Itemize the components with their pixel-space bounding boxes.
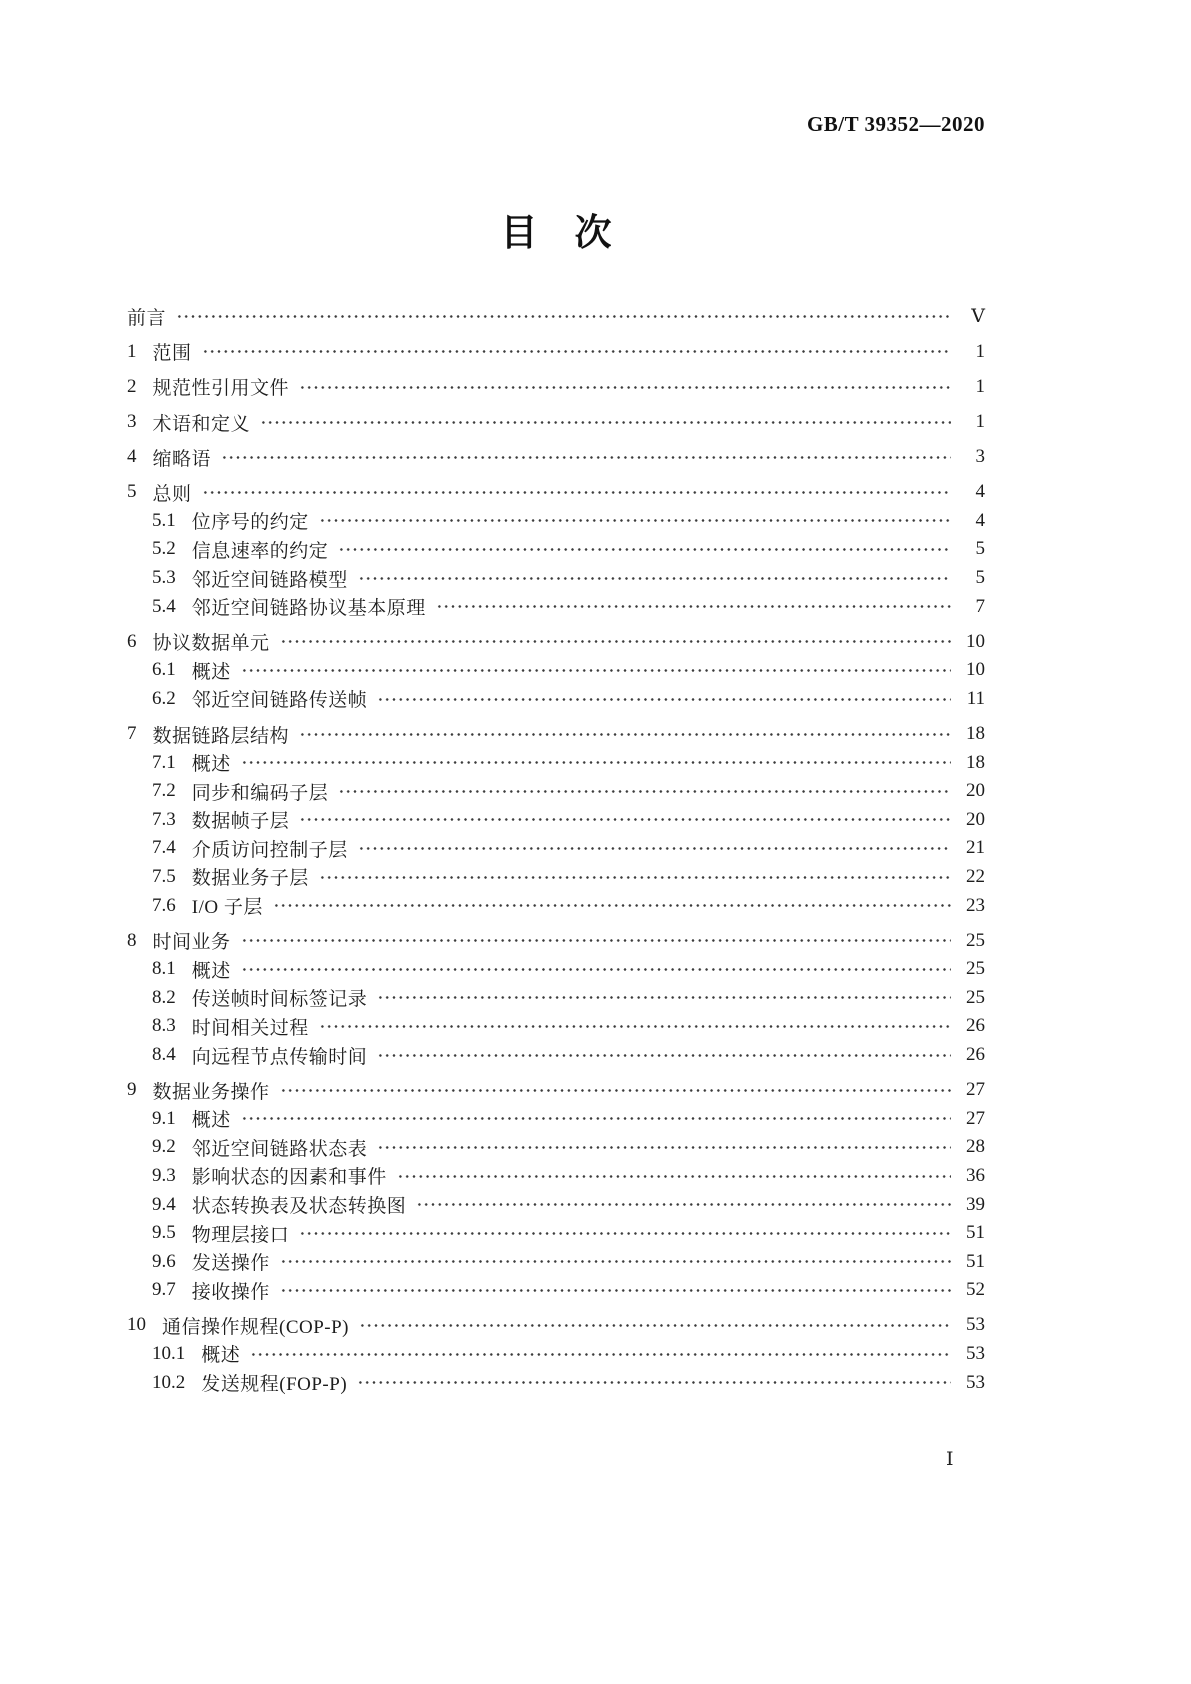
toc-entry-page: 25 xyxy=(966,986,985,1008)
toc-entry-number: 5.3 xyxy=(152,567,176,589)
toc-entry xyxy=(127,1340,985,1369)
toc-entry-number: 7.4 xyxy=(152,837,176,859)
toc-entry xyxy=(127,478,985,507)
toc-entry-number: 6 xyxy=(127,630,137,652)
toc-entry-page: 3 xyxy=(975,446,985,468)
toc-entry-number: 5 xyxy=(127,481,137,503)
toc-dot-leader xyxy=(280,627,951,656)
toc-entry-title: 接收操作 xyxy=(191,1281,270,1303)
toc-dot-leader xyxy=(358,564,951,593)
toc-entry-number: 9.7 xyxy=(152,1279,176,1301)
toc-entry xyxy=(127,507,985,536)
toc-dot-leader xyxy=(299,1219,951,1248)
toc-entry-title: 邻近空间链路状态表 xyxy=(191,1138,368,1160)
toc-dot-leader xyxy=(377,984,951,1013)
toc-entry-number: 9.6 xyxy=(152,1250,176,1272)
page-title: 目 次 xyxy=(500,213,612,254)
toc-entry xyxy=(127,338,985,367)
toc-entry-number: 5.2 xyxy=(152,538,176,560)
toc-entry-title: 物理层接口 xyxy=(191,1224,290,1246)
toc-entry-title: 状态转换表及状态转换图 xyxy=(191,1196,407,1218)
toc-entry-number: 7 xyxy=(127,723,137,745)
toc-entry-page: 22 xyxy=(966,865,985,887)
toc-dot-leader xyxy=(338,535,951,564)
toc-entry-page: 7 xyxy=(975,595,985,617)
toc-entry-title: 向远程节点传输时间 xyxy=(191,1046,368,1068)
toc-entry-page: 53 xyxy=(966,1314,985,1336)
toc-dot-leader xyxy=(221,443,951,472)
toc-entry-page: 5 xyxy=(975,538,985,560)
toc-entry-title: 术语和定义 xyxy=(152,413,251,435)
toc-entry-title: 概述 xyxy=(191,960,231,982)
toc-entry-title: 数据业务操作 xyxy=(152,1081,270,1103)
toc-entry xyxy=(127,1219,985,1248)
toc-entry-title: 邻近空间链路模型 xyxy=(191,569,348,591)
toc-entry xyxy=(127,955,985,984)
toc-entry-title: 邻近空间链路协议基本原理 xyxy=(191,598,426,620)
toc-entry-title: 信息速率的约定 xyxy=(191,540,329,562)
toc-entry-page: 39 xyxy=(966,1193,985,1215)
toc-entry-number: 10.2 xyxy=(152,1371,186,1393)
toc-entry xyxy=(127,863,985,892)
toc-entry-page: Ⅴ xyxy=(971,306,985,328)
toc-entry-number: 5.1 xyxy=(152,509,176,531)
toc-entry-number: 9.4 xyxy=(152,1193,176,1215)
toc-entry xyxy=(127,926,985,955)
toc-dot-leader xyxy=(250,1340,951,1369)
toc-entry-page: 10 xyxy=(966,630,985,652)
toc-dot-leader xyxy=(176,303,951,332)
toc-entry-page: 52 xyxy=(966,1279,985,1301)
toc-dot-leader xyxy=(299,373,951,402)
toc-entry xyxy=(127,535,985,564)
toc-dot-leader xyxy=(416,1190,951,1219)
toc-entry xyxy=(127,408,985,437)
toc-entry-title: 概述 xyxy=(191,754,231,776)
toc-entry-number: 8.1 xyxy=(152,958,176,980)
toc-entry-title: 数据链路层结构 xyxy=(152,725,290,747)
toc-dot-leader xyxy=(241,748,951,777)
toc-entry xyxy=(127,834,985,863)
toc-entry-title: 通信操作规程(COP-P) xyxy=(162,1316,350,1338)
toc-entry xyxy=(127,1076,985,1105)
toc-dot-leader xyxy=(299,806,951,835)
toc-entry xyxy=(127,748,985,777)
toc-entry-number: 10.1 xyxy=(152,1342,186,1364)
toc-entry-title: 缩略语 xyxy=(152,448,212,470)
toc-entry-page: 26 xyxy=(966,1015,985,1037)
toc-entry-number: 9 xyxy=(127,1079,137,1101)
toc-entry-number: 9.3 xyxy=(152,1164,176,1186)
toc-entry-number: 2 xyxy=(127,375,137,397)
toc-entry-title: 位序号的约定 xyxy=(191,512,309,534)
toc-dot-leader xyxy=(377,1041,951,1070)
toc-entry-title: 概述 xyxy=(191,661,231,683)
toc-entry-page: 51 xyxy=(966,1222,985,1244)
toc-entry-page: 4 xyxy=(975,509,985,531)
toc-dot-leader xyxy=(241,926,951,955)
toc-entry-page: 23 xyxy=(966,894,985,916)
toc-dot-leader xyxy=(397,1162,951,1191)
toc-entry-title: 数据帧子层 xyxy=(191,811,290,833)
toc-entry xyxy=(127,656,985,685)
toc-entry-title: 时间相关过程 xyxy=(191,1017,309,1039)
toc-entry-number: 10 xyxy=(127,1314,146,1336)
toc-entry-number: 8.4 xyxy=(152,1044,176,1066)
toc-entry-number: 7.3 xyxy=(152,808,176,830)
toc-entry-number: 1 xyxy=(127,340,137,362)
toc-entry-title: 发送规程(FOP-P) xyxy=(201,1374,348,1396)
toc-dot-leader xyxy=(273,891,951,920)
toc-entry-title: 邻近空间链路传送帧 xyxy=(191,690,368,712)
toc-entry-title: 发送操作 xyxy=(191,1253,270,1275)
toc-entry-number: 6.2 xyxy=(152,687,176,709)
toc-entry xyxy=(127,806,985,835)
toc-dot-leader xyxy=(202,478,951,507)
toc-entry-page: 27 xyxy=(966,1107,985,1129)
toc-entry xyxy=(127,1190,985,1219)
toc-entry-title: 时间业务 xyxy=(152,932,231,954)
toc-dot-leader xyxy=(280,1276,951,1305)
toc-dot-leader xyxy=(319,1012,951,1041)
toc-entry xyxy=(127,1247,985,1276)
toc-entry xyxy=(127,1162,985,1191)
toc-entry-title: 同步和编码子层 xyxy=(191,782,329,804)
toc-entry-page: 53 xyxy=(966,1371,985,1393)
toc-entry-page: 53 xyxy=(966,1342,985,1364)
toc-entry-title: 概述 xyxy=(201,1345,241,1367)
toc-entry xyxy=(127,627,985,656)
toc-entry-page: 11 xyxy=(966,687,985,709)
toc-entry-page: 1 xyxy=(975,411,985,433)
toc-entry-number: 3 xyxy=(127,411,137,433)
toc-entry-page: 28 xyxy=(966,1136,985,1158)
toc-dot-leader xyxy=(260,408,951,437)
toc-entry xyxy=(127,1133,985,1162)
toc-dot-leader xyxy=(280,1076,951,1105)
toc-entry-number: 6.1 xyxy=(152,659,176,681)
toc-entry-title: 介质访问控制子层 xyxy=(191,839,348,861)
toc-entry xyxy=(127,891,985,920)
toc-entry-number: 8.3 xyxy=(152,1015,176,1037)
toc-entry xyxy=(127,1104,985,1133)
toc-entry xyxy=(127,1368,985,1397)
toc-entry xyxy=(127,1041,985,1070)
toc-dot-leader xyxy=(338,777,951,806)
toc-dot-leader xyxy=(359,1311,951,1340)
toc-entry-page: 20 xyxy=(966,808,985,830)
toc-entry-page: 21 xyxy=(966,837,985,859)
toc-entry-number: 8 xyxy=(127,929,137,951)
toc-entry-title: 范围 xyxy=(152,343,192,365)
toc-entry-number: 8.2 xyxy=(152,986,176,1008)
toc-dot-leader xyxy=(436,592,951,621)
toc-entry xyxy=(127,564,985,593)
toc-entry-number: 5.4 xyxy=(152,595,176,617)
toc-dot-leader xyxy=(280,1247,951,1276)
toc-entry-page: 25 xyxy=(966,958,985,980)
toc-entry xyxy=(127,720,985,749)
toc-list xyxy=(127,296,985,1397)
toc-entry-page: 1 xyxy=(975,375,985,397)
toc-entry-number: 7.2 xyxy=(152,780,176,802)
toc-entry-page: 36 xyxy=(966,1164,985,1186)
toc-entry-page: 25 xyxy=(966,929,985,951)
toc-entry-page: 27 xyxy=(966,1079,985,1101)
toc-entry-page: 18 xyxy=(966,751,985,773)
footer-page-number: Ⅰ xyxy=(946,1449,954,1470)
toc-entry-number: 7.1 xyxy=(152,751,176,773)
toc-entry-number: 9.1 xyxy=(152,1107,176,1129)
toc-entry xyxy=(127,443,985,472)
toc-entry-title: 前言 xyxy=(127,308,167,330)
toc-entry-page: 5 xyxy=(975,567,985,589)
toc-entry-page: 4 xyxy=(975,481,985,503)
toc-entry-page: 26 xyxy=(966,1044,985,1066)
toc-entry-number: 4 xyxy=(127,446,137,468)
toc-dot-leader xyxy=(358,834,951,863)
toc-entry-number: 9.2 xyxy=(152,1136,176,1158)
toc-dot-leader xyxy=(357,1368,951,1397)
toc-entry-number: 9.5 xyxy=(152,1222,176,1244)
toc-entry xyxy=(127,1276,985,1305)
toc-entry-number: 7.6 xyxy=(152,894,176,916)
toc-entry xyxy=(127,1012,985,1041)
toc-dot-leader xyxy=(241,656,951,685)
toc-entry xyxy=(127,1311,985,1340)
toc-entry-title: 协议数据单元 xyxy=(152,633,270,655)
toc-entry xyxy=(127,685,985,714)
toc-dot-leader xyxy=(319,863,951,892)
toc-entry xyxy=(127,303,985,332)
toc-entry-page: 1 xyxy=(975,340,985,362)
toc-entry-title: 总则 xyxy=(152,483,192,505)
toc-entry-title: 影响状态的因素和事件 xyxy=(191,1167,387,1189)
toc-dot-leader xyxy=(202,338,951,367)
toc-dot-leader xyxy=(241,1104,951,1133)
toc-entry-page: 20 xyxy=(966,780,985,802)
toc-entry-title: 概述 xyxy=(191,1110,231,1132)
toc-entry-title: 数据业务子层 xyxy=(191,868,309,890)
toc-entry-page: 10 xyxy=(966,659,985,681)
toc-dot-leader xyxy=(241,955,951,984)
toc-entry-title: 规范性引用文件 xyxy=(152,378,290,400)
toc-entry xyxy=(127,777,985,806)
toc-dot-leader xyxy=(377,1133,951,1162)
toc-dot-leader xyxy=(319,507,951,536)
toc-entry xyxy=(127,592,985,621)
toc-entry xyxy=(127,373,985,402)
toc-entry-page: 18 xyxy=(966,723,985,745)
toc-dot-leader xyxy=(299,720,951,749)
toc-entry-page: 51 xyxy=(966,1250,985,1272)
toc-entry xyxy=(127,984,985,1013)
toc-dot-leader xyxy=(377,685,951,714)
toc-entry-number: 7.5 xyxy=(152,865,176,887)
toc-entry-title: 传送帧时间标签记录 xyxy=(191,989,368,1011)
standard-code: GB/T 39352—2020 xyxy=(806,112,985,136)
toc-entry-title: I/O 子层 xyxy=(191,897,263,919)
